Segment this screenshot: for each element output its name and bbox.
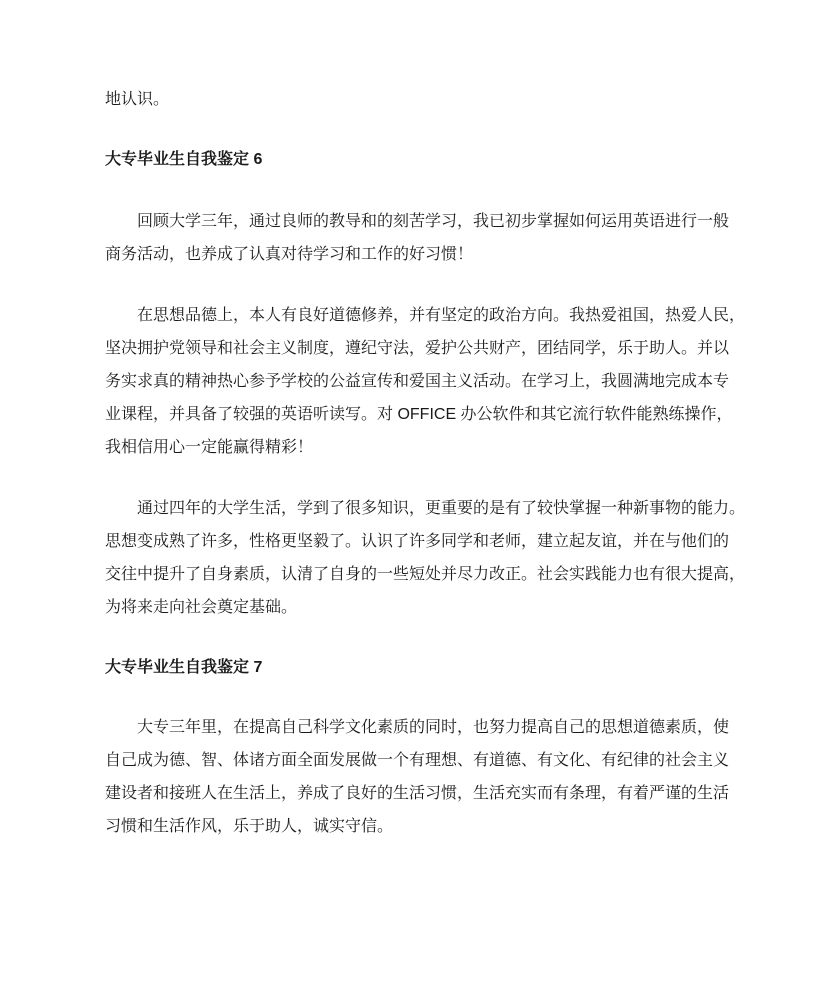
paragraph-line: 为将来走向社会奠定基础。 [105,599,298,616]
paragraph-line: 业课程，并具备了较强的英语听读写。对 OFFICE 办公软件和其它流行软件能熟练操作， [105,406,733,423]
paragraph-line: 我相信用心一定能赢得精彩！ [105,439,314,456]
section-heading-7: 大专毕业生自我鉴定 7 [105,659,263,676]
paragraph-line: 务实求真的精神热心参予学校的公益宣传和爱国主义活动。在学习上，我圆满地完成本专 [105,373,730,390]
paragraph-line: 坚决拥护党领导和社会主义制度，遵纪守法，爱护公共财产，团结同学，乐于助人。并以 [105,340,730,357]
intro-tail-text: 地认识。 [105,91,170,108]
paragraph-line: 商务活动，也养成了认真对待学习和工作的好习惯！ [105,246,474,263]
paragraph-line: 在思想品德上，本人有良好道德修养，并有坚定的政治方向。我热爱祖国，热爱人民， [137,307,746,324]
paragraph-line: 思想变成熟了许多，性格更坚毅了。认识了许多同学和老师，建立起友谊，并在与他们的 [105,533,730,550]
paragraph-line: 自己成为德、智、体诸方面全面发展做一个有理想、有道德、有文化、有纪律的社会主义 [105,752,730,769]
paragraph-line: 习惯和生活作风，乐于助人，诚实守信。 [105,818,394,835]
paragraph-line: 交往中提升了自身素质，认清了自身的一些短处并尽力改正。社会实践能力也有很大提高， [105,566,746,583]
section-heading-6: 大专毕业生自我鉴定 6 [105,151,263,168]
paragraph-line: 建设者和接班人在生活上，养成了良好的生活习惯，生活充实而有条理，有着严谨的生活 [105,785,730,802]
paragraph-line: 大专三年里，在提高自己科学文化素质的同时，也努力提高自己的思想道德素质，使 [137,719,730,736]
paragraph-line: 通过四年的大学生活，学到了很多知识，更重要的是有了较快掌握一种新事物的能力。 [137,500,746,517]
paragraph-line: 回顾大学三年，通过良师的教导和的刻苦学习，我已初步掌握如何运用英语进行一般 [137,213,730,230]
